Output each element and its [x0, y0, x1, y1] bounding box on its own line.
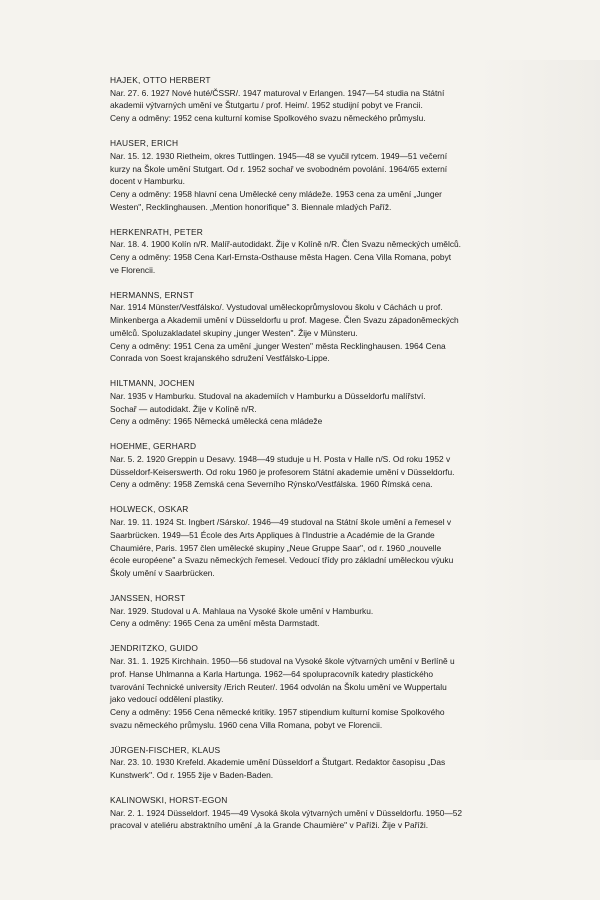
- biography-text-line: kurzy na Škole umění Stutgart. Od r. 1952 sochař ve svobodném povolání. 1964/65 externí: [110, 163, 448, 174]
- biography-entry: [110, 503, 520, 579]
- biography-text-line: Ceny a odměny: 1958 Zemská cena Severního Rýnsko/Vestfálska. 1960 Římská cena.: [110, 479, 433, 490]
- biography-text-line: Düsseldorf-Keiserswerth. Od roku 1960 je profesorem Státní akademie umění v Düsseldorfu.: [110, 466, 455, 477]
- biography-text-line: docent v Hamburku.: [110, 176, 185, 187]
- biography-text-line: pracoval v ateliéru abstraktního umění „à la Grande Chaumière" v Paříži. Žije v Paříži.: [110, 820, 429, 831]
- biography-text-line: Ceny a odměny: 1951 Cena za umění „junger Westen" města Recklinghausen. 1964 Cena: [110, 340, 446, 351]
- biography-text-line: akademii výtvarných umění ve Štutgartu / prof. Heim/. 1952 studijní pobyt ve Francii.: [110, 100, 423, 111]
- artist-biographies: [110, 74, 520, 844]
- artist-name: JENDRITZKO, GUIDO: [110, 643, 199, 654]
- biography-text-line: Conrada von Soest krajanského sdružení Vestfálsko-Lippe.: [110, 353, 330, 364]
- biography-text-line: Kunstwerk". Od r. 1955 žije v Baden-Baden.: [110, 770, 274, 781]
- artist-name: HAJEK, OTTO HERBERT: [110, 75, 211, 85]
- biography-entry: [110, 289, 520, 365]
- biography-text-line: Nar. 23. 10. 1930 Krefeld. Akademie umění Düsseldorf a Štutgart. Redaktor časopisu „Das: [110, 757, 446, 768]
- biography-entry: [110, 226, 520, 277]
- biography-text-line: ve Florencii.: [110, 264, 156, 275]
- artist-name: HILTMANN, JOCHEN: [110, 378, 195, 389]
- biography-text-line: Ceny a odměny: 1952 cena kulturní komise Spolkového svazu německého průmyslu.: [110, 113, 426, 124]
- artist-name: HERMANNS, ERNST: [110, 289, 194, 300]
- artist-name: HOLWECK, OSKAR: [110, 504, 189, 515]
- artist-name: JÜRGEN-FISCHER, KLAUS: [110, 744, 221, 755]
- artist-name: HOEHME, GERHARD: [110, 441, 197, 452]
- biography-text-line: Nar. 18. 4. 1900 Kolín n/R. Malíř-autodidakt. Žije v Kolíně n/R. Člen Svazu německých umělců.: [110, 239, 461, 250]
- biography-text-line: Nar. 5. 2. 1920 Greppin u Desavy. 1948—49 studuje u H. Posta v Halle n/S. Od roku 1952 v: [110, 454, 451, 465]
- biography-text-line: Ceny a odměny: 1958 Cena Karl-Ernsta-Osthause města Hagen. Cena Villa Romana, pobyt: [110, 252, 452, 263]
- biography-text-line: Nar. 1929. Studoval u A. Mahlaua na Vysoké škole umění v Hamburku.: [110, 605, 374, 616]
- biography-text-line: Ceny a odměny: 1956 Cena německé kritiky. 1957 stipendium kulturní komise Spolkového: [110, 706, 445, 717]
- biography-text-line: Nar. 1914 Münster/Vestfálsko/. Vystudoval uměleckoprůmyslovou školu v Cáchách u prof.: [110, 302, 443, 313]
- biography-text-line: Nar. 15. 12. 1930 Rietheim, okres Tuttlingen. 1945—48 se vyučil rytcem. 1949—51 večerní: [110, 150, 448, 161]
- biography-entry: [110, 592, 520, 630]
- biography-text-line: jako vedoucí oddělení plastiky.: [110, 694, 224, 705]
- biography-text-line: Nar. 31. 1. 1925 Kirchhain. 1950—56 studoval na Vysoké škole výtvarných umění v Berlíně u: [110, 656, 455, 667]
- biography-text-line: Sochař — autodidakt. Žije v Kolíně n/R.: [110, 403, 257, 414]
- artist-name: HERKENRATH, PETER: [110, 226, 204, 237]
- biography-text-line: Ceny a odměny: 1965 Cena za umění města Darmstadt.: [110, 618, 320, 629]
- biography-entry: [110, 440, 520, 491]
- biography-text-line: Školy umění v Saarbrücken.: [110, 567, 215, 578]
- biography-text-line: Ceny a odměny: 1965 Německá umělecká cena mládeže: [110, 416, 323, 427]
- artist-name: HAUSER, ERICH: [110, 138, 179, 149]
- biography-entry: [110, 377, 520, 428]
- biography-text-line: Nar. 19. 11. 1924 St. Ingbert /Sársko/. 1946—49 studoval na Státní škole umění a řemesel v: [110, 517, 452, 528]
- artist-name: JANSSEN, HORST: [110, 592, 186, 603]
- biography-text-line: Ceny a odměny: 1958 hlavní cena Umělecké ceny mládeže. 1953 cena za umění „Junger: [110, 188, 442, 199]
- biography-entry: [110, 794, 520, 832]
- biography-text-line: Saarbrücken. 1949—51 École des Arts Appliques à l'Industrie a Académie de la Grande: [110, 529, 435, 540]
- biography-text-line: umělců. Spoluzakladatel skupiny „junger Westen". Žije v Münsteru.: [110, 327, 358, 338]
- biography-text-line: tvarování Technické university /Erich Reuter/. 1964 odvolán na Školu umění ve Wuppertalu: [110, 681, 447, 692]
- biography-entry: [110, 744, 520, 782]
- biography-entry: [110, 137, 520, 213]
- biography-text-line: Westen", Recklinghausen. „Mention honorifique" 3. Biennale mladých Paříž.: [110, 201, 392, 212]
- biography-text-line: Nar. 2. 1. 1924 Düsseldorf. 1945—49 Vysoká škola výtvarných umění v Düsseldorfu. 1950—52: [110, 807, 463, 818]
- biography-text-line: prof. Hanse Uhlmanna a Karla Hartunga. 1962—64 spolupracovník katedry plastického: [110, 668, 434, 679]
- biography-text-line: Nar. 27. 6. 1927 Nové huté/ČSSR/. 1947 maturoval v Erlangen. 1947—54 studia na Státní: [110, 87, 445, 98]
- biography-text-line: école européene" a Svazu německých řemesel. Vedoucí třídy pro základní uměleckou výuku: [110, 555, 454, 566]
- biography-entry: [110, 74, 520, 125]
- biography-text-line: svazu německého průmyslu. 1960 cena Villa Romana, pobyt ve Florencii.: [110, 719, 383, 730]
- biography-text-line: Chaumiére, Paris. 1957 člen umělecké skupiny „Neue Gruppe Saar", od r. 1960 „nouvelle: [110, 542, 442, 553]
- artist-name: KALINOWSKI, HORST-EGON: [110, 795, 228, 806]
- biography-entry: [110, 642, 520, 731]
- biography-text-line: Nar. 1935 v Hamburku. Studoval na akademiích v Hamburku a Düsseldorfu malířství.: [110, 390, 426, 401]
- biography-text-line: Minkenberga a Akademii umění v Düsseldorfu u prof. Magese. Člen Svazu západoněmeckých: [110, 315, 459, 326]
